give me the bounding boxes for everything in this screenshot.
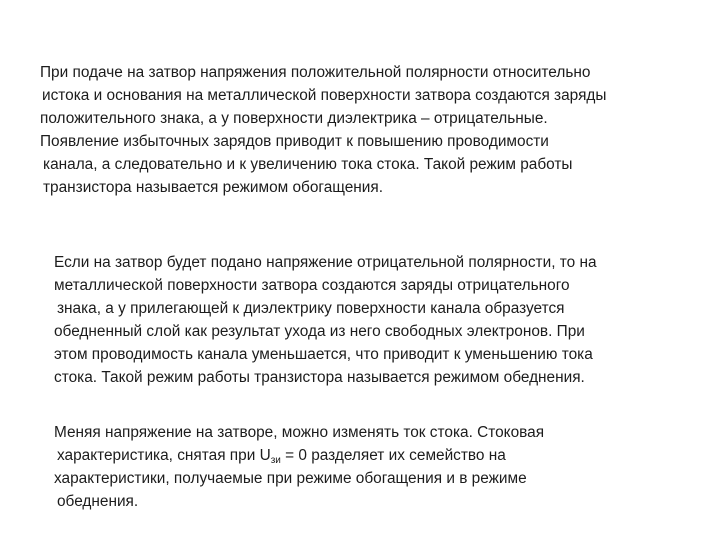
text-line: канала, а следовательно и к увеличению тока стока. Такой режим работы (43, 156, 573, 173)
text-line: положительного знака, а у поверхности диэлектрика – отрицательные. (40, 110, 548, 127)
text-line: характеристики, получаемые при режиме обогащения и в режиме (54, 470, 527, 487)
text-line: обеднения. (57, 493, 139, 510)
text-fragment: характеристика, снятая при U (57, 447, 271, 464)
text-line: При подаче на затвор напряжения положительной полярности относительно (40, 64, 591, 81)
text-line: Появление избыточных зарядов приводит к повышению проводимости (40, 133, 549, 150)
text-line: металлической поверхности затвора создаются заряды отрицательного (54, 277, 570, 294)
text-line: этом проводимость канала уменьшается, что приводит к уменьшению тока (54, 346, 593, 363)
text-line: транзистора называется режимом обогащения. (43, 179, 384, 196)
text-line: Меняя напряжение на затворе, можно изменять ток стока. Стоковая (54, 424, 545, 441)
text-line-with-subscript (57, 446, 506, 466)
text-fragment: = 0 разделяет их семейство на (280, 447, 506, 464)
text-line: обедненный слой как результат ухода из него свободных электронов. При (54, 323, 585, 340)
text-line: истока и основания на металлической поверхности затвора создаются заряды (42, 87, 607, 104)
voltage-subscript: зи (270, 455, 281, 466)
text-line: знака, а у прилегающей к диэлектрику поверхности канала образуется (57, 300, 565, 317)
text-line: Если на затвор будет подано напряжение отрицательной полярности, то на (54, 254, 597, 271)
text-line: стока. Такой режим работы транзистора называется режимом обеднения. (54, 369, 585, 386)
